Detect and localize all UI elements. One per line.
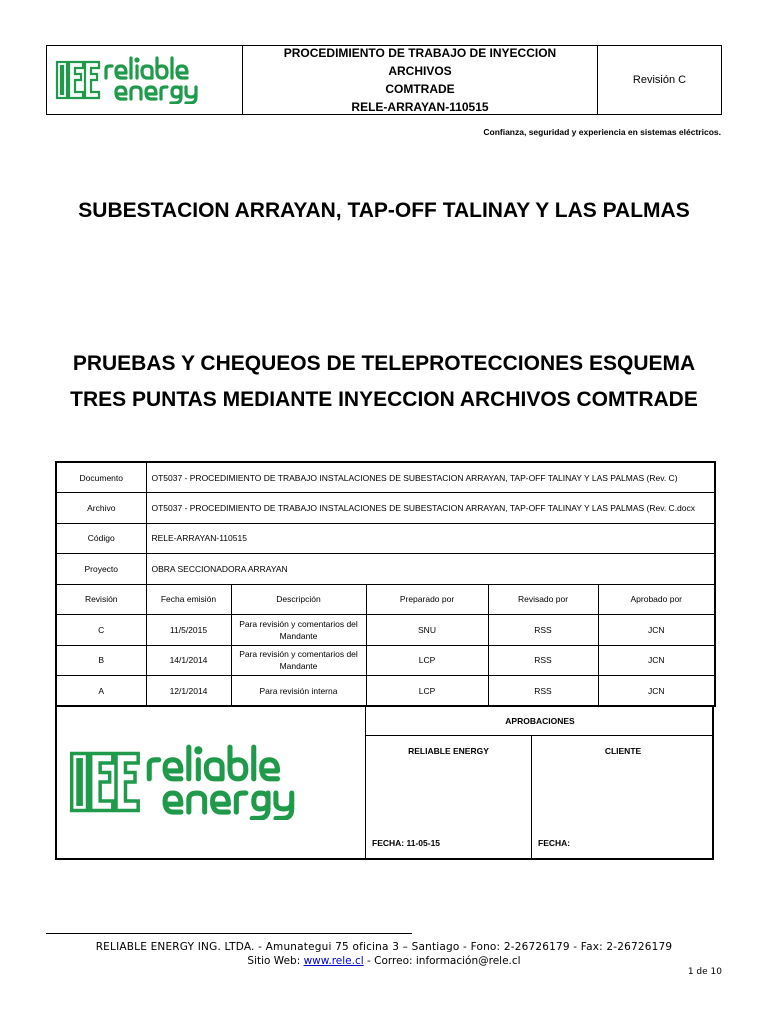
procedure-heading-line2: TRES PUNTAS MEDIANTE INYECCION ARCHIVOS COMTRADE <box>70 388 698 411</box>
footer-web-label: Sitio Web: <box>247 955 304 967</box>
descripcion-cell: Para revisión y comentarios del Mandante <box>231 645 366 676</box>
reliable-energy-logo <box>61 744 361 820</box>
descripcion-cell: Para revisión y comentarios del Mandante <box>231 615 366 646</box>
document-info-table <box>55 461 716 707</box>
documento-value: OT5037 - PROCEDIMIENTO DE TRABAJO INSTALACIONES DE SUBESTACION ARRAYAN, TAP-OFF TALINAY Y LAS PALMAS (Rev. C) <box>146 462 715 493</box>
reliable-energy-signer: RELIABLE ENERGY <box>408 746 489 756</box>
reliable-energy-date: FECHA: 11-05-15 <box>372 838 441 848</box>
approvals-block <box>55 706 714 860</box>
col-header-revision: Revisión <box>56 584 146 615</box>
reliable-energy-signature-box <box>366 736 532 858</box>
aprobado-cell: JCN <box>598 676 715 707</box>
website-link[interactable]: www.rele.cl <box>303 955 364 967</box>
proyecto-label: Proyecto <box>56 554 146 585</box>
revision-cell: A <box>56 676 146 707</box>
document-title-line2: COMTRADE <box>385 82 455 96</box>
aprobado-cell: JCN <box>598 615 715 646</box>
preparado-cell: LCP <box>366 676 488 707</box>
fecha-cell: 12/1/2014 <box>146 676 231 707</box>
document-code: RELE-ARRAYAN-110515 <box>351 100 489 114</box>
preparado-cell: LCP <box>366 645 488 676</box>
fecha-cell: 11/5/2015 <box>146 615 231 646</box>
revision-header-row <box>56 584 715 615</box>
substation-heading: SUBESTACION ARRAYAN, TAP-OFF TALINAY Y LAS PALMAS <box>78 199 690 222</box>
page-number: 1 de 10 <box>687 967 722 977</box>
procedure-heading-line1: PRUEBAS Y CHEQUEOS DE TELEPROTECCIONES ESQUEMA <box>72 352 696 375</box>
approvals-logo-area <box>57 706 366 858</box>
revisado-cell: RSS <box>488 676 598 707</box>
col-header-descripcion: Descripción <box>231 584 366 615</box>
approvals-title: APROBACIONES <box>366 706 714 736</box>
codigo-value: RELE-ARRAYAN-110515 <box>146 523 715 554</box>
documento-label: Documento <box>56 462 146 493</box>
revision-cell: C <box>56 615 146 646</box>
reliable-energy-logo <box>54 56 236 104</box>
col-header-revisado: Revisado por <box>488 584 598 615</box>
revisado-cell: RSS <box>488 615 598 646</box>
table-row <box>56 676 715 707</box>
codigo-label: Código <box>56 523 146 554</box>
company-tagline: Confianza, seguridad y experiencia en sistemas eléctricos. <box>483 127 721 137</box>
revision-cell: B <box>56 645 146 676</box>
aprobado-cell: JCN <box>598 645 715 676</box>
table-row <box>56 523 715 554</box>
footer-address: RELIABLE ENERGY ING. LTDA. - Amunategui 75 oficina 3 – Santiago - Fono: 2-26726179 - Fax: 2-26726179 <box>95 941 673 953</box>
table-row <box>56 462 715 493</box>
table-row <box>56 645 715 676</box>
col-header-aprobado: Aprobado por <box>598 584 715 615</box>
document-header <box>46 45 722 115</box>
footer-email: - Correo: información@rele.cl <box>363 955 521 967</box>
table-row <box>56 615 715 646</box>
footer-divider <box>46 933 412 934</box>
revisado-cell: RSS <box>488 645 598 676</box>
preparado-cell: SNU <box>366 615 488 646</box>
col-header-preparado: Preparado por <box>366 584 488 615</box>
header-title-cell <box>243 46 598 114</box>
header-logo-cell <box>47 46 243 114</box>
col-header-fecha: Fecha emisión <box>146 584 231 615</box>
client-signature-box <box>532 736 714 858</box>
header-revision: Revisión C <box>632 74 687 86</box>
descripcion-cell: Para revisión interna <box>231 676 366 707</box>
table-row <box>56 493 715 524</box>
document-title-line1: PROCEDIMIENTO DE TRABAJO DE INYECCION ARCHIVOS <box>283 46 557 78</box>
table-row <box>56 554 715 585</box>
proyecto-value: OBRA SECCIONADORA ARRAYAN <box>146 554 715 585</box>
client-signer: CLIENTE <box>604 746 642 756</box>
client-date: FECHA: <box>538 838 571 848</box>
archivo-value: OT5037 - PROCEDIMIENTO DE TRABAJO INSTALACIONES DE SUBESTACION ARRAYAN, TAP-OFF TALINAY Y LAS PALMAS (Rev. C.docx <box>146 493 715 524</box>
archivo-label: Archivo <box>56 493 146 524</box>
procedure-heading <box>0 346 768 418</box>
fecha-cell: 14/1/2014 <box>146 645 231 676</box>
footer-contact <box>0 955 768 967</box>
